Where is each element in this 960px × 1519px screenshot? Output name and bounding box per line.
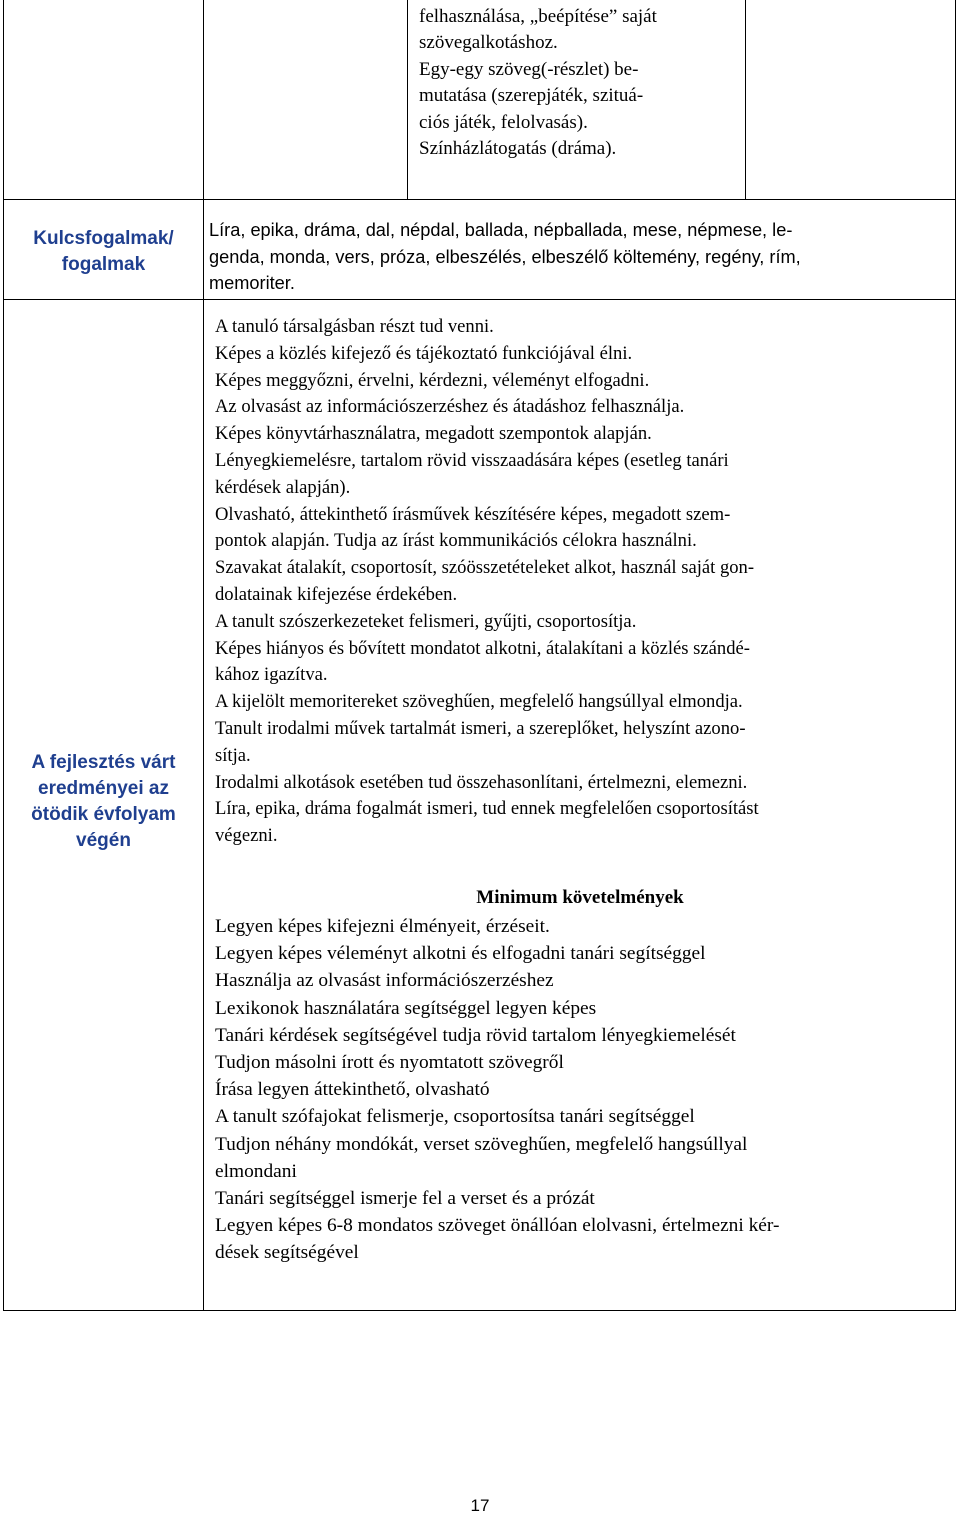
key-concepts-line: Líra, epika, dráma, dal, népdal, ballada, népballada, mese, népmese, le- — [209, 220, 793, 240]
outcome-line: Képes meggyőzni, érvelni, kérdezni, véleményt elfogadni. — [215, 369, 650, 391]
outcome-line: Képes könyvtárhasználatra, megadott szempontok alapján. — [215, 423, 652, 445]
row-divider-top — [3, 199, 956, 200]
minimum-line: Tanári segítséggel ismerje fel a verset és a prózát — [215, 1188, 595, 1210]
top-cell-line: Egy-egy szöveg(-részlet) be- — [419, 58, 639, 80]
top-cell-line: szövegalkotáshoz. — [419, 32, 558, 54]
key-concepts-line: genda, monda, vers, próza, elbeszélés, elbeszélő költemény, regény, rím, — [209, 246, 801, 267]
row-divider-middle — [3, 299, 956, 300]
outcome-line: végezni. — [215, 825, 278, 847]
key-concepts-text — [209, 217, 951, 297]
minimum-line: Tudjon néhány mondókát, verset szöveghűen, megfelelő hangsúllyal — [215, 1133, 748, 1155]
minimum-line: Lexikonok használatára segítséggel legyen képes — [215, 997, 597, 1019]
outcome-line: Líra, epika, dráma fogalmát ismeri, tud ennek megfelelően csoportosítást — [215, 798, 759, 820]
minimum-line: Legyen képes véleményt alkotni és elfogadni tanári segítséggel — [215, 943, 706, 965]
minimum-requirements-heading: Minimum követelmények — [476, 887, 684, 908]
minimum-line: elmondani — [215, 1160, 297, 1182]
outcome-line: Lényegkiemelésre, tartalom rövid visszaadására képes (esetleg tanári — [215, 449, 729, 471]
top-cell-right-divider — [745, 0, 746, 200]
top-cell-line: mutatása (szerepjáték, szituá- — [419, 85, 644, 107]
top-cell-line: Színházlátogatás (dráma). — [419, 138, 617, 160]
top-cell-line: ciós játék, felolvasás). — [419, 111, 588, 133]
outcome-line: A tanult szószerkezeteket felismeri, gyűjti, csoportosítja. — [215, 610, 637, 632]
outcome-line: Képes hiányos és bővített mondatot alkotni, átalakítani a közlés szándé- — [215, 637, 750, 659]
minimum-line: A tanult szófajokat felismerje, csoportosítsa tanári segítséggel — [215, 1106, 695, 1128]
top-cell-line: felhasználása, „beépítése” saját — [419, 6, 657, 27]
page-number: 17 — [470, 1496, 490, 1515]
top-cell-left-divider — [407, 0, 408, 200]
minimum-line: dések segítségével — [215, 1242, 359, 1264]
outcome-line: Irodalmi alkotások esetében tud összehasonlítani, értelmezni, elemezni. — [215, 771, 748, 793]
table-bottom-border — [3, 1310, 956, 1311]
top-continuation-cell — [419, 4, 741, 162]
outcome-line: Képes a közlés kifejező és tájékoztató funkciójával élni. — [215, 342, 633, 364]
outcome-line: kához igazítva. — [215, 664, 328, 686]
minimum-line: Írása legyen áttekinthető, olvasható — [215, 1079, 490, 1101]
outcome-line: A kijelölt memoritereket szöveghűen, megfelelő hangsúllyal elmondja. — [215, 691, 743, 713]
outcome-line: dolatainak kifejezése érdekében. — [215, 583, 458, 605]
outcome-line: pontok alapján. Tudja az írást kommunikációs célokra használni. — [215, 530, 697, 552]
key-concepts-line: memoriter. — [209, 273, 295, 293]
minimum-requirements-list — [215, 913, 953, 1267]
outcome-line: Az olvasást az információszerzéshez és átadáshoz felhasználja. — [215, 396, 685, 418]
minimum-line: Tanári kérdések segítségével tudja rövid tartalom lényegkiemelését — [215, 1024, 736, 1046]
outcome-line: sítja. — [215, 744, 251, 766]
outcome-line: Olvasható, áttekinthető írásművek készítésére képes, megadott szem- — [215, 503, 731, 525]
minimum-line: Tudjon másolni írott és nyomtatott szövegről — [215, 1052, 564, 1074]
label-column-divider — [203, 0, 204, 1311]
table-left-border — [3, 0, 4, 1311]
key-concepts-label: Kulcsfogalmak/ fogalmak — [33, 228, 174, 275]
outcome-line: Tanult irodalmi művek tartalmát ismeri, a szereplőket, helyszínt azono- — [215, 717, 746, 739]
outcomes-text — [215, 314, 953, 850]
table-right-border — [955, 0, 956, 1311]
minimum-line: Legyen képes kifejezni élményeit, érzéseit. — [215, 916, 550, 937]
outcome-line: A tanuló társalgásban részt tud venni. — [215, 316, 494, 337]
outcome-line: kérdések alapján). — [215, 476, 351, 498]
outcome-line: Szavakat átalakít, csoportosít, szóösszetételeket alkot, használ saját gon- — [215, 557, 755, 579]
outcomes-label: A fejlesztés várt eredményei az ötödik évfolyam végén — [31, 752, 176, 851]
minimum-line: Legyen képes 6-8 mondatos szöveget önállóan elolvasni, értelmezni kér- — [215, 1215, 780, 1237]
minimum-line: Használja az olvasást információszerzéshez — [215, 970, 554, 992]
